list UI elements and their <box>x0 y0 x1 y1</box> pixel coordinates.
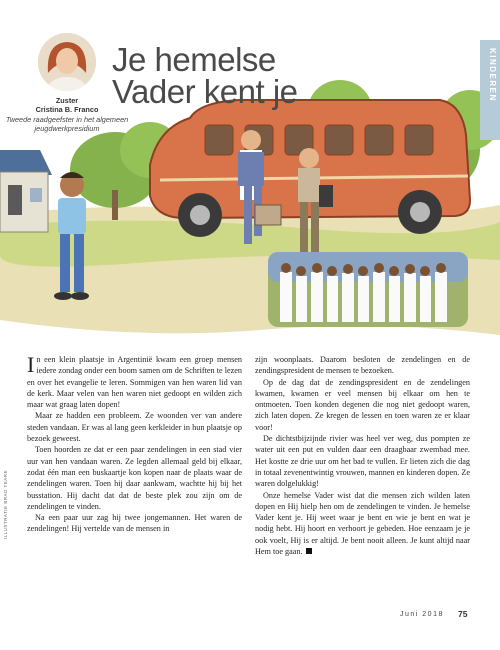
illustration-credit: ILLUSTRATIE BRAD TEARE <box>3 470 8 540</box>
dropcap: I <box>27 352 35 377</box>
paragraph: De dichtstbijzijnde rivier was heel ver weg, dus pompten ze water uit een put en vulden daar een draagbaar zwembad mee. Het kostte ze drie uur om het bad te vullen. Er lieten zich die dag in totaal zevenentwintig vrouwen, mannen en kinderen dopen. Ze waren dolgelukkig! <box>255 434 470 489</box>
paragraph: Op de dag dat de zendingspresident en de zendelingen kwamen, kwamen er veel mensen bij elkaar om hen te ontmoeten. Toen konden degenen die nog niet gedoopt waren, zich laten dopen. Ze kregen de lessen en toen waren ze er klaar voor! <box>255 377 470 432</box>
footer-month: Juni 2018 <box>400 611 444 618</box>
paragraph: Maar ze hadden een probleem. Ze woonden ver van andere steden vandaan. Er was al lang geen kerkleider in hun plaatsje op bezoek geweest. <box>27 411 242 444</box>
text-column-left <box>27 354 242 535</box>
paragraph: Toen hoorden ze dat er een paar zendelingen in een stad vier uur van hen vandaan waren. Ze legden allemaal geld bij elkaar, zodat één man een buskaartje kon kopen naar de plaats waar de zendelingen waren. Toen hij daar aankwam, wachtte hij bij het busstation. Hij dacht dat dat de beste plek zou zijn om de zendelingen te vinden. <box>27 445 242 511</box>
article-headline: Je hemelse Vader kent je <box>112 41 298 110</box>
section-tab-label: KINDEREN <box>488 48 497 102</box>
paragraph: In een klein plaatsje in Argentinië kwam een groep mensen iedere zondag onder een boom samen om de Schriften te lezen en over het evangelie te leren. Sommigen van hen waren lid van de kerk. Maar velen van hen waren niet gedoopt en wilden zich maar wat graag laten dopen! <box>27 352 242 410</box>
baptism-group-photo <box>268 252 468 327</box>
paragraph: Onze hemelse Vader wist dat die mensen zich wilden laten dopen en Hij hielp hen om de zendelingen te vinden. Je hemelse Vader kent je. Hij weet waar je bent en wie je bent en wat je nodig hebt. Hij hoort en verhoort je gebeden. Hoe eenzaam je je ook voelt, Hij is er altijd. Je bent nooit alleen. Je kunt altijd naar Hem toe gaan. <box>255 490 470 557</box>
paragraph: zijn woonplaats. Daarom besloten de zendelingen en de zendingspresident de mensen te bezoeken. <box>255 355 470 376</box>
author-name: Cristina B. Franco <box>35 105 99 114</box>
author-role: Tweede raadgeefster in het algemeen jeugdwerkpresidium <box>5 115 129 133</box>
page-number: 75 <box>458 609 468 619</box>
author-portrait <box>38 33 96 91</box>
text-column-right <box>255 354 470 557</box>
end-mark-icon <box>306 548 312 554</box>
paragraph: Na een paar uur zag hij twee jongemannen. Het waren de zendelingen! Hij vertelde van de mensen in <box>27 513 242 534</box>
house <box>0 150 52 232</box>
author-title: Zuster <box>55 96 79 105</box>
